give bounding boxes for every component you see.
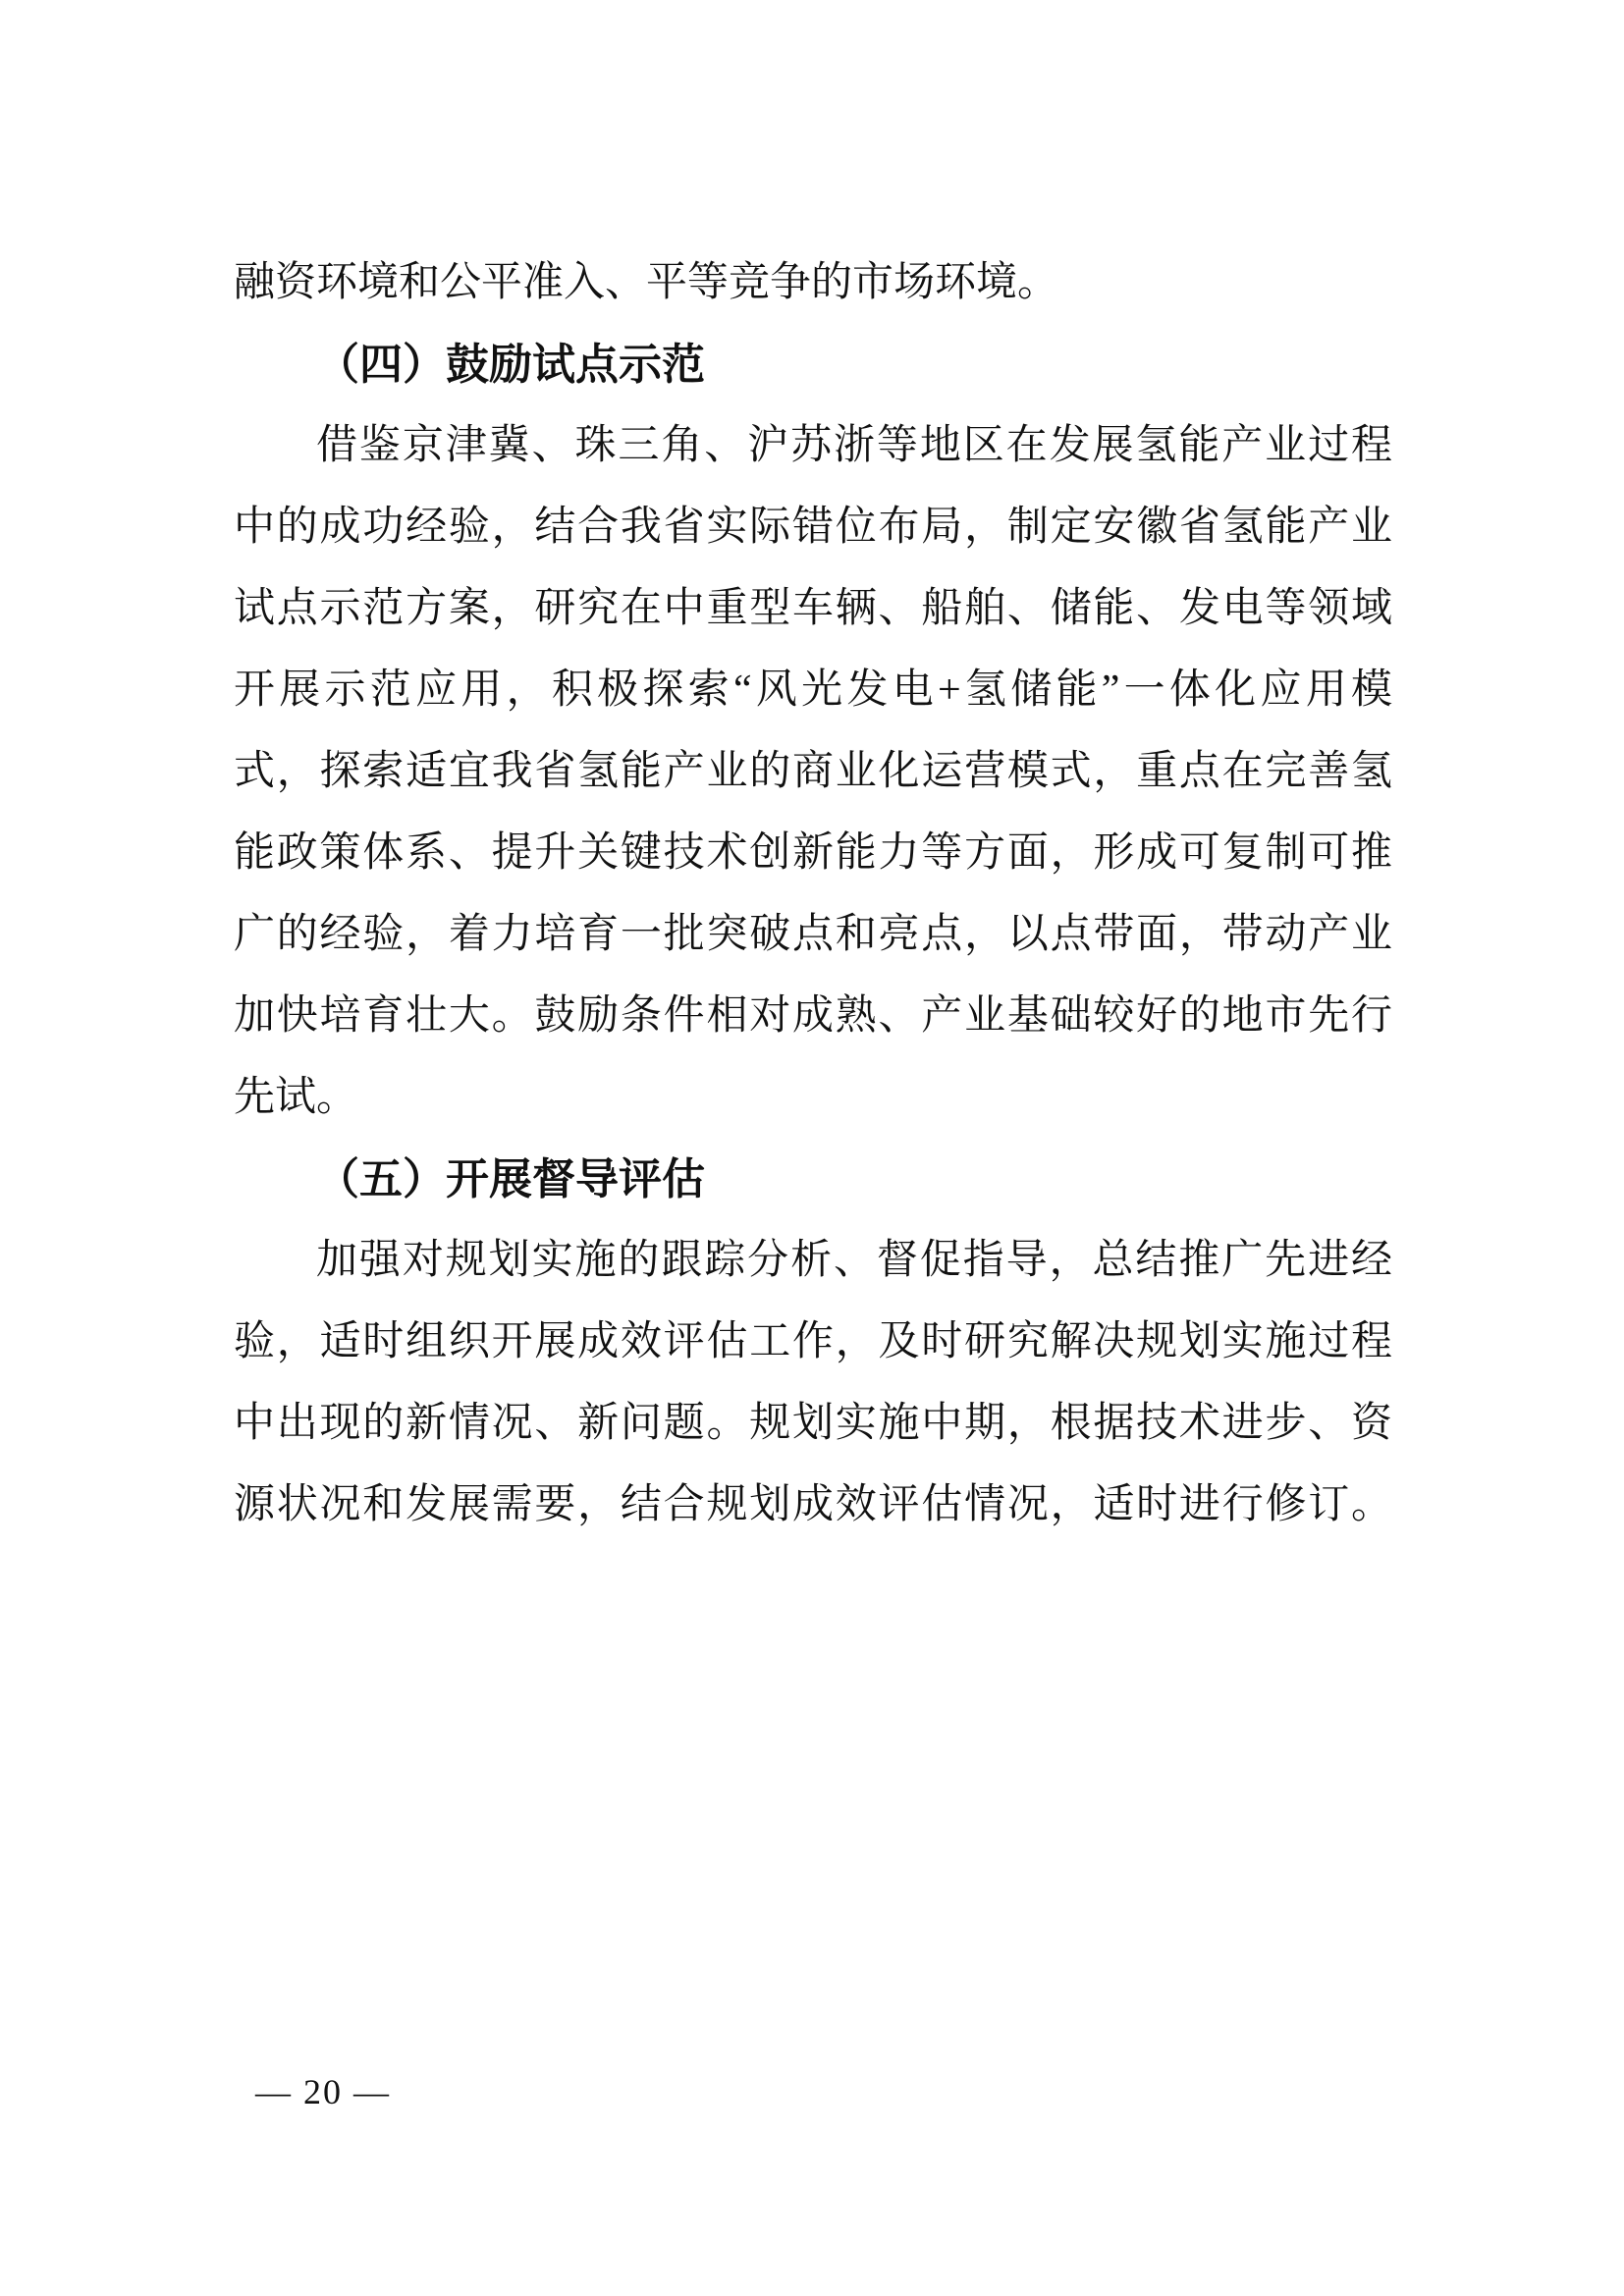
body-line: 先试。 [234, 1075, 358, 1120]
body-line: 借鉴京津冀、珠三角、沪苏浙等地区在发展氢能产业过程 [316, 423, 1392, 468]
body-line: 加强对规划实施的跟踪分析、督促指导，总结推广先进经 [316, 1238, 1392, 1283]
body-line: 开展示范应用，积极探索“风光发电+氢储能”一体化应用模 [234, 667, 1392, 713]
section-heading-4: （四）鼓励试点示范 [316, 341, 705, 389]
body-line: 加快培育壮大。鼓励条件相对成熟、产业基础较好的地市先行 [234, 993, 1392, 1039]
body-line: 源状况和发展需要，结合规划成效评估情况，适时进行修订。 [234, 1482, 1392, 1527]
section-heading-5: （五）开展督导评估 [316, 1155, 705, 1203]
document-body [234, 242, 1392, 1546]
body-line: 中的成功经验，结合我省实际错位布局，制定安徽省氢能产业 [234, 505, 1392, 550]
body-line: 能政策体系、提升关键技术创新能力等方面，形成可复制可推 [234, 830, 1392, 876]
body-line: 中出现的新情况、新问题。规划实施中期，根据技术进步、资 [234, 1401, 1392, 1446]
body-line: 式，探索适宜我省氢能产业的商业化运营模式，重点在完善氢 [234, 749, 1392, 794]
page-number: — 20 — [255, 2072, 391, 2111]
body-line: 验，适时组织开展成效评估工作，及时研究解决规划实施过程 [234, 1319, 1392, 1364]
body-line: 试点示范方案，研究在中重型车辆、船舶、储能、发电等领域 [234, 586, 1392, 631]
body-line: 融资环境和公平准入、平等竞争的市场环境。 [234, 260, 1059, 305]
body-line: 广的经验，着力培育一批突破点和亮点，以点带面，带动产业 [234, 912, 1392, 957]
